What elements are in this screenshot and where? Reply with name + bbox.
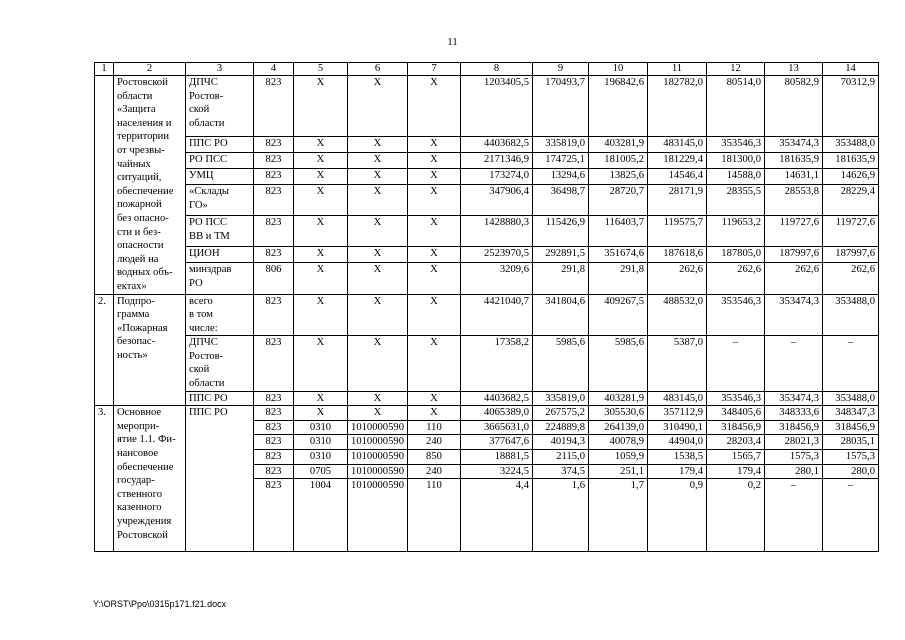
amount-cell: 28355,5 bbox=[707, 185, 765, 216]
row-number: 2. bbox=[95, 294, 114, 406]
program-name: Ростовской области «Защита населения и территории от чрезвы- чайных ситуаций, обеспечение пожарной без опасно- сти и без- опасности людей на водных объ- ектах» bbox=[114, 76, 186, 295]
table-row bbox=[95, 336, 879, 391]
header-cell: 8 bbox=[461, 63, 533, 76]
grbs-code: 823 bbox=[254, 479, 294, 552]
executor-label: ППС РО bbox=[186, 406, 254, 552]
amount-cell: 262,6 bbox=[765, 263, 823, 294]
amount-cell: 357112,9 bbox=[648, 406, 707, 421]
csr-code: X bbox=[348, 169, 408, 185]
rzpr-code: X bbox=[294, 153, 348, 169]
amount-cell: 2171346,9 bbox=[461, 153, 533, 169]
amount-cell: 14546,4 bbox=[648, 169, 707, 185]
table-row bbox=[95, 294, 879, 336]
amount-cell: 40194,3 bbox=[533, 435, 589, 450]
amount-cell: 181635,9 bbox=[823, 153, 879, 169]
vr-code: X bbox=[408, 391, 461, 406]
amount-cell: 44904,0 bbox=[648, 435, 707, 450]
grbs-code: 823 bbox=[254, 406, 294, 421]
executor-label: ППС РО bbox=[186, 391, 254, 406]
csr-code: X bbox=[348, 216, 408, 247]
amount-cell: 348405,6 bbox=[707, 406, 765, 421]
csr-code: X bbox=[348, 406, 408, 421]
amount-cell: 353474,3 bbox=[765, 294, 823, 336]
amount-cell: 353474,3 bbox=[765, 391, 823, 406]
table-row bbox=[95, 137, 879, 153]
amount-cell: 305530,6 bbox=[589, 406, 648, 421]
vr-code: X bbox=[408, 294, 461, 336]
amount-cell: 80582,9 bbox=[765, 76, 823, 137]
header-cell: 14 bbox=[823, 63, 879, 76]
rzpr-code: X bbox=[294, 76, 348, 137]
csr-code: X bbox=[348, 137, 408, 153]
header-cell: 3 bbox=[186, 63, 254, 76]
amount-cell: 1203405,5 bbox=[461, 76, 533, 137]
grbs-code: 823 bbox=[254, 247, 294, 263]
rzpr-code: 0310 bbox=[294, 420, 348, 435]
amount-cell: 5387,0 bbox=[648, 336, 707, 391]
amount-cell: 341804,6 bbox=[533, 294, 589, 336]
amount-cell: 3209,6 bbox=[461, 263, 533, 294]
amount-cell: – bbox=[823, 336, 879, 391]
amount-cell: 292891,5 bbox=[533, 247, 589, 263]
amount-cell: 1565,7 bbox=[707, 450, 765, 465]
table-row bbox=[95, 406, 879, 421]
amount-cell: 318456,9 bbox=[707, 420, 765, 435]
program-name: Основное меропри- ятие 1.1. Фи- нансовое обеспечение государ- ственного казенного учреждения Ростовской bbox=[114, 406, 186, 552]
amount-cell: 0,9 bbox=[648, 479, 707, 552]
rzpr-code: X bbox=[294, 247, 348, 263]
amount-cell: 4065389,0 bbox=[461, 406, 533, 421]
amount-cell: 13294,6 bbox=[533, 169, 589, 185]
table-row bbox=[95, 169, 879, 185]
table-row bbox=[95, 216, 879, 247]
csr-code: X bbox=[348, 247, 408, 263]
row-number bbox=[95, 76, 114, 295]
executor-label: ЦИОН bbox=[186, 247, 254, 263]
csr-code: 1010000590 bbox=[348, 435, 408, 450]
amount-cell: 488532,0 bbox=[648, 294, 707, 336]
amount-cell: 353546,3 bbox=[707, 294, 765, 336]
vr-code: X bbox=[408, 336, 461, 391]
executor-label: УМЦ bbox=[186, 169, 254, 185]
csr-code: 1010000590 bbox=[348, 479, 408, 552]
amount-cell: 187997,6 bbox=[765, 247, 823, 263]
amount-cell: 291,8 bbox=[589, 263, 648, 294]
amount-cell: – bbox=[765, 479, 823, 552]
executor-label: «Склады ГО» bbox=[186, 185, 254, 216]
amount-cell: 2115,0 bbox=[533, 450, 589, 465]
rzpr-code: X bbox=[294, 137, 348, 153]
amount-cell: 28171,9 bbox=[648, 185, 707, 216]
amount-cell: 310490,1 bbox=[648, 420, 707, 435]
row-number: 3. bbox=[95, 406, 114, 552]
amount-cell: 280,1 bbox=[765, 464, 823, 479]
csr-code: X bbox=[348, 294, 408, 336]
header-cell: 9 bbox=[533, 63, 589, 76]
rzpr-code: X bbox=[294, 185, 348, 216]
amount-cell: 1538,5 bbox=[648, 450, 707, 465]
table-row bbox=[95, 391, 879, 406]
amount-cell: 1575,3 bbox=[823, 450, 879, 465]
header-cell: 2 bbox=[114, 63, 186, 76]
vr-code: X bbox=[408, 76, 461, 137]
grbs-code: 823 bbox=[254, 216, 294, 247]
rzpr-code: X bbox=[294, 169, 348, 185]
csr-code: 1010000590 bbox=[348, 464, 408, 479]
grbs-code: 823 bbox=[254, 169, 294, 185]
rzpr-code: X bbox=[294, 294, 348, 336]
amount-cell: 181635,9 bbox=[765, 153, 823, 169]
amount-cell: 18881,5 bbox=[461, 450, 533, 465]
amount-cell: 187618,6 bbox=[648, 247, 707, 263]
amount-cell: 187997,6 bbox=[823, 247, 879, 263]
rzpr-code: 0310 bbox=[294, 435, 348, 450]
amount-cell: 318456,9 bbox=[765, 420, 823, 435]
grbs-code: 823 bbox=[254, 420, 294, 435]
amount-cell: 14631,1 bbox=[765, 169, 823, 185]
amount-cell: 36498,7 bbox=[533, 185, 589, 216]
table-row bbox=[95, 153, 879, 169]
footer-path: Y:\ORST\Ppo\0315p171.f21.docx bbox=[93, 599, 227, 609]
csr-code: X bbox=[348, 336, 408, 391]
amount-cell: 262,6 bbox=[707, 263, 765, 294]
amount-cell: 196842,6 bbox=[589, 76, 648, 137]
amount-cell: 116403,7 bbox=[589, 216, 648, 247]
amount-cell: – bbox=[765, 336, 823, 391]
amount-cell: 318456,9 bbox=[823, 420, 879, 435]
vr-code: X bbox=[408, 263, 461, 294]
grbs-code: 823 bbox=[254, 391, 294, 406]
header-cell: 5 bbox=[294, 63, 348, 76]
csr-code: 1010000590 bbox=[348, 420, 408, 435]
amount-cell: 262,6 bbox=[823, 263, 879, 294]
amount-cell: 119727,6 bbox=[765, 216, 823, 247]
amount-cell: 377647,6 bbox=[461, 435, 533, 450]
vr-code: X bbox=[408, 216, 461, 247]
grbs-code: 823 bbox=[254, 336, 294, 391]
header-cell: 1 bbox=[95, 63, 114, 76]
amount-cell: 353488,0 bbox=[823, 294, 879, 336]
amount-cell: 187805,0 bbox=[707, 247, 765, 263]
amount-cell: 347906,4 bbox=[461, 185, 533, 216]
amount-cell: 13825,6 bbox=[589, 169, 648, 185]
amount-cell: 182782,0 bbox=[648, 76, 707, 137]
executor-label: ДПЧС Ростов- ской области bbox=[186, 76, 254, 137]
header-cell: 4 bbox=[254, 63, 294, 76]
csr-code: X bbox=[348, 185, 408, 216]
table-row bbox=[95, 76, 879, 137]
amount-cell: 348347,3 bbox=[823, 406, 879, 421]
header-cell: 7 bbox=[408, 63, 461, 76]
executor-label: всего в том числе: bbox=[186, 294, 254, 336]
vr-code: 240 bbox=[408, 464, 461, 479]
amount-cell: 353546,3 bbox=[707, 391, 765, 406]
amount-cell: 40078,9 bbox=[589, 435, 648, 450]
rzpr-code: X bbox=[294, 263, 348, 294]
amount-cell: 335819,0 bbox=[533, 137, 589, 153]
amount-cell: 181229,4 bbox=[648, 153, 707, 169]
grbs-code: 823 bbox=[254, 450, 294, 465]
grbs-code: 823 bbox=[254, 137, 294, 153]
csr-code: 1010000590 bbox=[348, 450, 408, 465]
budget-table bbox=[94, 62, 879, 552]
amount-cell: 348333,6 bbox=[765, 406, 823, 421]
vr-code: 240 bbox=[408, 435, 461, 450]
table-body bbox=[95, 63, 879, 552]
amount-cell: 1059,9 bbox=[589, 450, 648, 465]
amount-cell: 403281,9 bbox=[589, 391, 648, 406]
amount-cell: 174725,1 bbox=[533, 153, 589, 169]
amount-cell: – bbox=[707, 336, 765, 391]
amount-cell: – bbox=[823, 479, 879, 552]
amount-cell: 224889,8 bbox=[533, 420, 589, 435]
amount-cell: 3665631,0 bbox=[461, 420, 533, 435]
amount-cell: 251,1 bbox=[589, 464, 648, 479]
amount-cell: 4,4 bbox=[461, 479, 533, 552]
vr-code: X bbox=[408, 153, 461, 169]
vr-code: X bbox=[408, 137, 461, 153]
vr-code: X bbox=[408, 185, 461, 216]
rzpr-code: X bbox=[294, 406, 348, 421]
amount-cell: 353488,0 bbox=[823, 391, 879, 406]
csr-code: X bbox=[348, 263, 408, 294]
header-cell: 13 bbox=[765, 63, 823, 76]
amount-cell: 1,7 bbox=[589, 479, 648, 552]
amount-cell: 28203,4 bbox=[707, 435, 765, 450]
table-row bbox=[95, 185, 879, 216]
csr-code: X bbox=[348, 391, 408, 406]
grbs-code: 823 bbox=[254, 76, 294, 137]
csr-code: X bbox=[348, 153, 408, 169]
rzpr-code: X bbox=[294, 391, 348, 406]
amount-cell: 1428880,3 bbox=[461, 216, 533, 247]
executor-label: ДПЧС Ростов- ской области bbox=[186, 336, 254, 391]
grbs-code: 823 bbox=[254, 153, 294, 169]
amount-cell: 14626,9 bbox=[823, 169, 879, 185]
rzpr-code: X bbox=[294, 216, 348, 247]
executor-label: ППС РО bbox=[186, 137, 254, 153]
rzpr-code: 0310 bbox=[294, 450, 348, 465]
header-row bbox=[95, 63, 879, 76]
executor-label: РО ПСС bbox=[186, 153, 254, 169]
amount-cell: 353488,0 bbox=[823, 137, 879, 153]
amount-cell: 5985,6 bbox=[589, 336, 648, 391]
amount-cell: 291,8 bbox=[533, 263, 589, 294]
amount-cell: 1575,3 bbox=[765, 450, 823, 465]
amount-cell: 28035,1 bbox=[823, 435, 879, 450]
amount-cell: 483145,0 bbox=[648, 391, 707, 406]
grbs-code: 806 bbox=[254, 263, 294, 294]
amount-cell: 374,5 bbox=[533, 464, 589, 479]
header-cell: 10 bbox=[589, 63, 648, 76]
amount-cell: 17358,2 bbox=[461, 336, 533, 391]
rzpr-code: X bbox=[294, 336, 348, 391]
amount-cell: 403281,9 bbox=[589, 137, 648, 153]
header-cell: 12 bbox=[707, 63, 765, 76]
amount-cell: 2523970,5 bbox=[461, 247, 533, 263]
amount-cell: 335819,0 bbox=[533, 391, 589, 406]
amount-cell: 119653,2 bbox=[707, 216, 765, 247]
amount-cell: 28720,7 bbox=[589, 185, 648, 216]
amount-cell: 409267,5 bbox=[589, 294, 648, 336]
amount-cell: 28021,3 bbox=[765, 435, 823, 450]
program-name: Подпро- грамма «Пожарная безопас- ность» bbox=[114, 294, 186, 406]
amount-cell: 0,2 bbox=[707, 479, 765, 552]
amount-cell: 173274,0 bbox=[461, 169, 533, 185]
amount-cell: 5985,6 bbox=[533, 336, 589, 391]
grbs-code: 823 bbox=[254, 185, 294, 216]
amount-cell: 115426,9 bbox=[533, 216, 589, 247]
vr-code: 110 bbox=[408, 479, 461, 552]
page-number: 11 bbox=[447, 36, 458, 48]
amount-cell: 4421040,7 bbox=[461, 294, 533, 336]
amount-cell: 267575,2 bbox=[533, 406, 589, 421]
rzpr-code: 1004 bbox=[294, 479, 348, 552]
amount-cell: 179,4 bbox=[648, 464, 707, 479]
header-cell: 11 bbox=[648, 63, 707, 76]
vr-code: X bbox=[408, 247, 461, 263]
grbs-code: 823 bbox=[254, 464, 294, 479]
amount-cell: 4403682,5 bbox=[461, 137, 533, 153]
grbs-code: 823 bbox=[254, 435, 294, 450]
amount-cell: 264139,0 bbox=[589, 420, 648, 435]
amount-cell: 181005,2 bbox=[589, 153, 648, 169]
amount-cell: 483145,0 bbox=[648, 137, 707, 153]
amount-cell: 1,6 bbox=[533, 479, 589, 552]
table-row bbox=[95, 263, 879, 294]
amount-cell: 14588,0 bbox=[707, 169, 765, 185]
executor-label: РО ПСС ВВ и ТМ bbox=[186, 216, 254, 247]
amount-cell: 170493,7 bbox=[533, 76, 589, 137]
amount-cell: 119727,6 bbox=[823, 216, 879, 247]
vr-code: X bbox=[408, 406, 461, 421]
amount-cell: 28229,4 bbox=[823, 185, 879, 216]
vr-code: 850 bbox=[408, 450, 461, 465]
amount-cell: 353474,3 bbox=[765, 137, 823, 153]
amount-cell: 280,0 bbox=[823, 464, 879, 479]
vr-code: X bbox=[408, 169, 461, 185]
amount-cell: 351674,6 bbox=[589, 247, 648, 263]
amount-cell: 262,6 bbox=[648, 263, 707, 294]
executor-label: минздрав РО bbox=[186, 263, 254, 294]
header-cell: 6 bbox=[348, 63, 408, 76]
amount-cell: 119575,7 bbox=[648, 216, 707, 247]
vr-code: 110 bbox=[408, 420, 461, 435]
rzpr-code: 0705 bbox=[294, 464, 348, 479]
amount-cell: 179,4 bbox=[707, 464, 765, 479]
csr-code: X bbox=[348, 76, 408, 137]
amount-cell: 3224,5 bbox=[461, 464, 533, 479]
amount-cell: 70312,9 bbox=[823, 76, 879, 137]
amount-cell: 28553,8 bbox=[765, 185, 823, 216]
table-row bbox=[95, 247, 879, 263]
amount-cell: 353546,3 bbox=[707, 137, 765, 153]
amount-cell: 181300,0 bbox=[707, 153, 765, 169]
amount-cell: 80514,0 bbox=[707, 76, 765, 137]
amount-cell: 4403682,5 bbox=[461, 391, 533, 406]
grbs-code: 823 bbox=[254, 294, 294, 336]
